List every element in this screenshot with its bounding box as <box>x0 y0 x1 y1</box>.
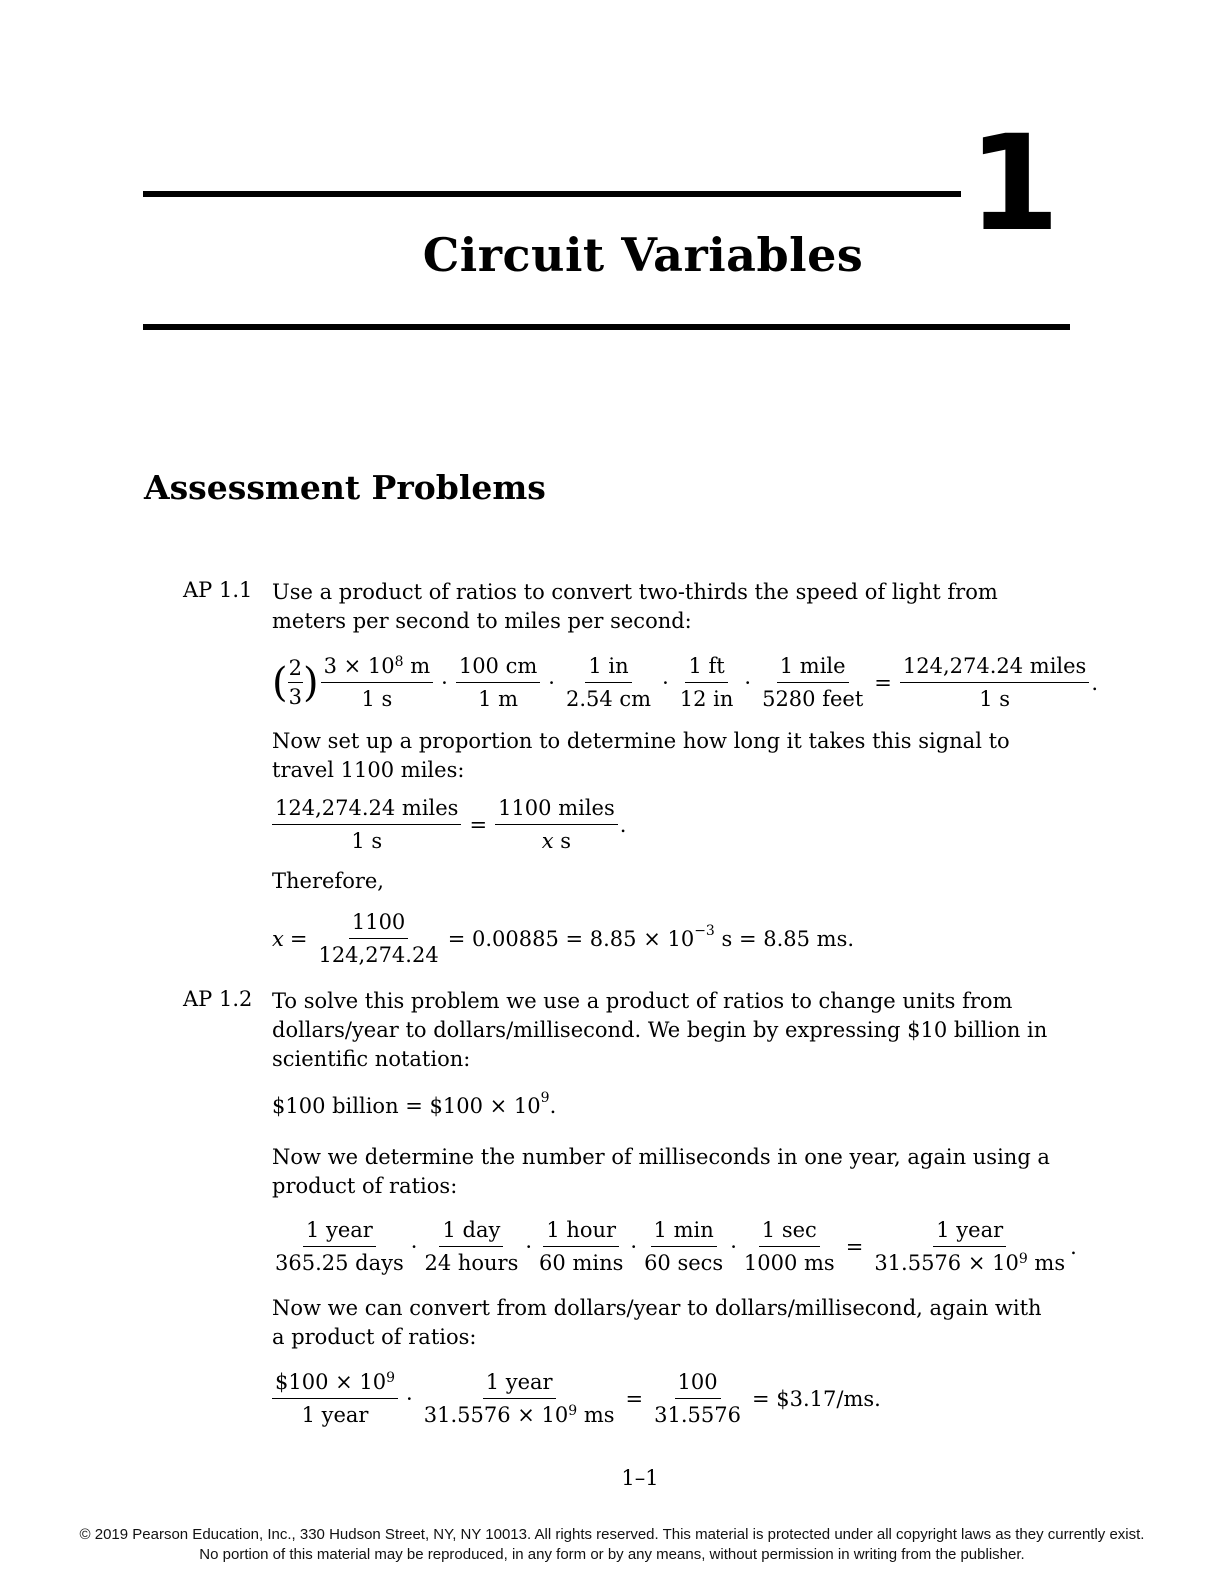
page-number: 1–1 <box>621 1466 659 1490</box>
problem-text: To solve this problem we use a product of ratios to change units from dollars/year to dollars/millisecond. We begin by expressing $10 billion in scientific notation: <box>272 989 1048 1071</box>
fraction: $\frac{\text{1 mile}}{\text{5280 feet}}$ <box>762 654 864 711</box>
fraction: $\frac{2}{3}$ <box>288 656 302 709</box>
problem-text: Use a product of ratios to convert two-thirds the speed of light from meters per second to miles per second: <box>272 580 998 633</box>
fraction: $\frac{\text{124,274.24 miles}}{1 s}$ <box>272 794 461 855</box>
problem-text: Now we can convert from dollars/year to dollars/millisecond, again with a product of ratios: <box>272 1296 1042 1349</box>
equation-time-result: x = $\frac{1100}{124,274.24}$ = $0.00885 = 8.85 \times 10^{-3}$ s = 8.85 ms. <box>272 910 855 967</box>
problem-label: AP 1.2 <box>183 987 253 1011</box>
equation-ms-per-year: $\frac{\text{1 year}}{\text{365.25 days}}$ · $\frac{\text{1 day}}{\text{24 hours}}$ · $\frac{\text{1 hour}}{60 \min s}$ · $\frac{1 \min}{60 \sec s}$ · $\frac{1 \sec}{1000 ms}$ = $\frac{\text{1 year}}{31.5576 \times 10^9 ms}$ . <box>272 1216 1077 1277</box>
fraction: $\frac{\text{1 year}}{\text{365.25 days}}$ <box>275 1218 404 1275</box>
chapter-top-rule <box>143 191 961 197</box>
fraction: $\frac{1 ft}{12 in}$ <box>679 654 734 711</box>
chapter-bottom-rule <box>143 324 1070 330</box>
equation-proportion: $\frac{\text{124,274.24 miles}}{1 s}$ = $\frac{\text{1100 miles}}{\text{x s}}$ . <box>272 794 626 855</box>
fraction: $\frac{\$100 \times 10^9}{\text{1 year}}$ <box>272 1368 398 1429</box>
open-paren: ( <box>272 659 288 706</box>
problem-text: Therefore, <box>272 869 384 893</box>
fraction: $\frac{1 \min}{60 \sec s}$ <box>644 1218 724 1275</box>
copyright-line-2: No portion of this material may be reproduced, in any form or by any means, without permission in writing from the publisher. <box>199 1546 1025 1563</box>
fraction: $\frac{\text{1 year}}{31.5576 \times 10^9 ms}$ <box>874 1218 1066 1275</box>
section-title: Assessment Problems <box>144 468 546 507</box>
fraction: $\frac{\text{1 day}}{\text{24 hours}}$ <box>424 1218 519 1275</box>
problem-label: AP 1.1 <box>183 578 253 602</box>
fraction: $\frac{100}{31.5576}$ <box>654 1370 741 1427</box>
fraction: $\frac{\text{1100 miles}}{\text{x s}}$ <box>495 794 618 855</box>
fraction: $\frac{3 \times 10^8 m}{1 s}$ <box>321 652 434 713</box>
equation-dollars-per-ms: $\frac{\$100 \times 10^9}{\text{1 year}}$ · $\frac{\text{1 year}}{31.5576 \times 10^9 ms}$ = $\frac{100}{31.5576}$ = $3.17/ms. <box>272 1368 881 1429</box>
chapter-title: Circuit Variables <box>422 228 864 282</box>
close-paren: ) <box>302 659 319 706</box>
chapter-number: 1 <box>968 107 1060 261</box>
equation-scientific-notation: $100 billion = $100 × $10^9$. <box>272 1090 557 1118</box>
copyright-line-1: © 2019 Pearson Education, Inc., 330 Hudson Street, NY, NY 10013. All rights reserved. This material is protected under all copyright laws as they currently exist. <box>79 1526 1145 1543</box>
problem-text: Now we determine the number of milliseconds in one year, again using a product of ratios: <box>272 1145 1050 1198</box>
fraction: $\frac{1100}{124,274.24}$ <box>318 910 439 967</box>
fraction: $\frac{1 in}{2.54 cm}$ <box>565 654 652 711</box>
fraction: $\frac{\text{1 hour}}{60 \min s}$ <box>539 1218 624 1275</box>
fraction: $\frac{100 cm}{1 m}$ <box>456 652 540 713</box>
problem-text: Now set up a proportion to determine how long it takes this signal to travel 1100 miles: <box>272 729 1010 782</box>
equation-speed-conversion: ( $\frac{2}{3}$ ) $\frac{3 \times 10^8 m}{1 s}$ · $\frac{100 cm}{1 m}$ · $\frac{1 in}{2.54 cm}$ · $\frac{1 ft}{12 in}$ · $\frac{\text{1 mile}}{\text{5280 feet}}$ = $\frac{\text{124,274.24 miles}}{1 s}$ . <box>272 654 1099 711</box>
fraction: $\frac{\text{124,274.24 miles}}{1 s}$ <box>900 652 1089 713</box>
fraction: $\frac{\text{1 year}}{31.5576 \times 10^9 ms}$ <box>423 1370 615 1427</box>
fraction: $\frac{1 \sec}{1000 ms}$ <box>743 1218 835 1275</box>
